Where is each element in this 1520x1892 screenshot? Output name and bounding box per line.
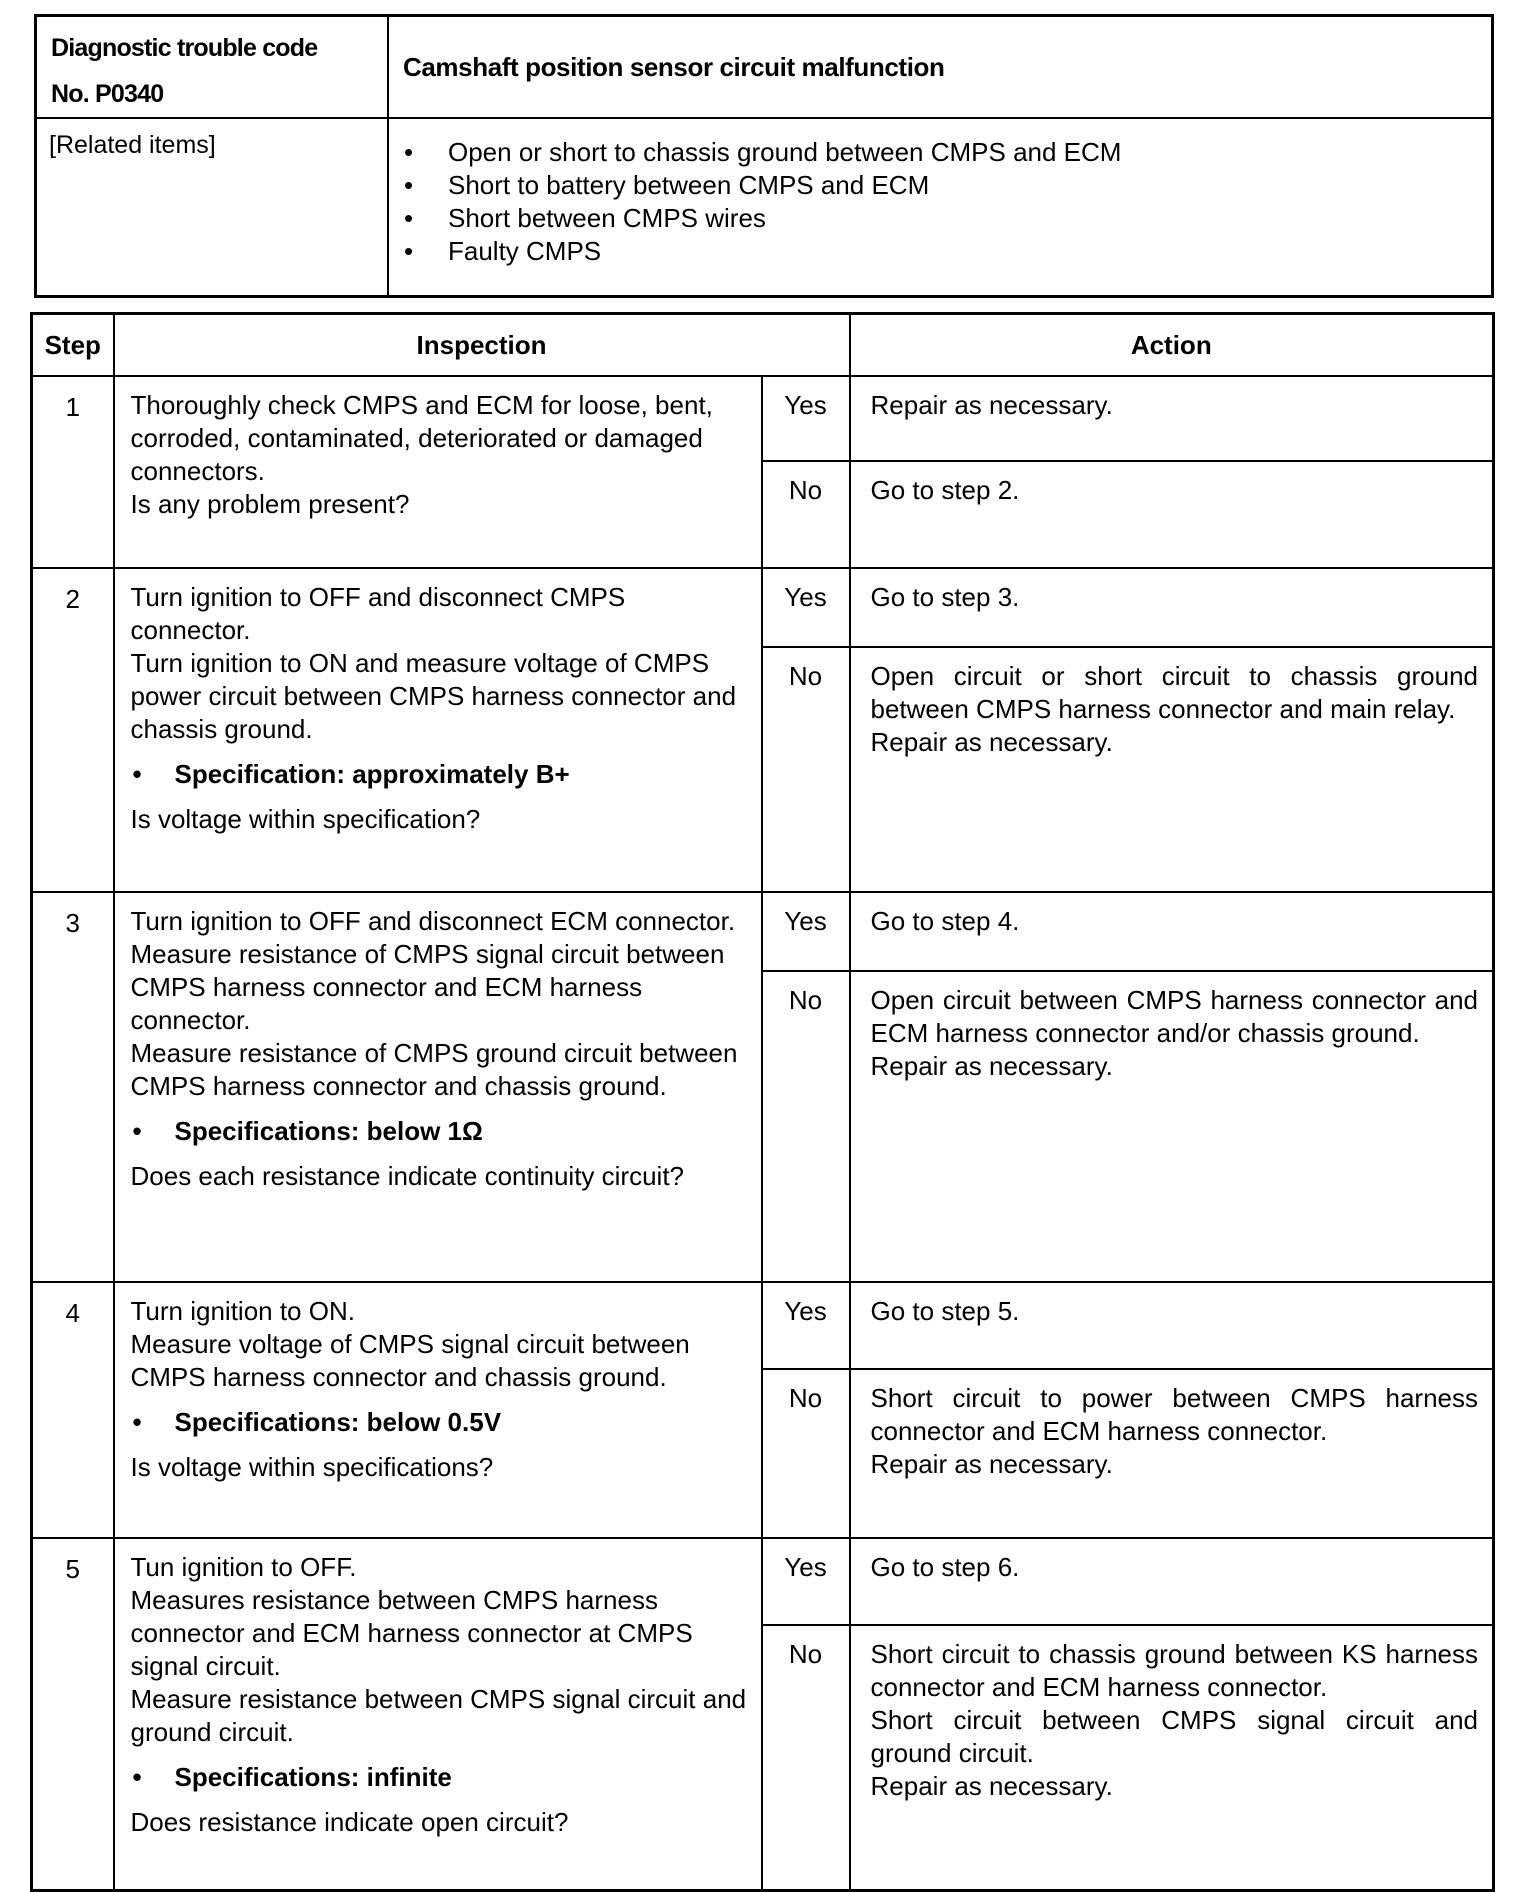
inspection-text: Turn ignition to OFF and disconnect ECM connector. xyxy=(130,906,736,936)
yes-label: Yes xyxy=(762,1538,850,1625)
related-items-list xyxy=(390,120,1490,268)
bullet-icon: • xyxy=(132,1116,142,1146)
action-text: Open circuit or short circuit to chassis ground between CMPS harness connector and main relay. xyxy=(870,661,1479,724)
inspection-specification xyxy=(131,758,747,791)
no-label: No xyxy=(762,971,850,1282)
action-text: Short circuit to power between CMPS harness connector and ECM harness connector. xyxy=(870,1383,1479,1446)
specification-text: Specifications: below 0.5V xyxy=(174,1407,502,1437)
step-number: 5 xyxy=(32,1538,114,1891)
no-label: No xyxy=(762,1369,850,1538)
specification-text: Specifications: infinite xyxy=(174,1762,452,1792)
action-text: Repair as necessary. xyxy=(870,1051,1113,1081)
yes-label: Yes xyxy=(762,568,850,647)
related-items-cell xyxy=(388,118,1493,297)
no-label: No xyxy=(762,461,850,568)
yes-action xyxy=(850,892,1494,971)
step-row xyxy=(32,1538,1494,1625)
no-label: No xyxy=(762,1625,850,1891)
bullet-icon: • xyxy=(132,1762,142,1792)
dtc-code-cell xyxy=(36,16,389,119)
dtc-code-number: No. P0340 xyxy=(51,80,164,108)
steps-header-row xyxy=(32,314,1494,377)
inspection-text: Measure resistance between CMPS signal circuit and ground circuit. xyxy=(130,1684,747,1747)
no-label: No xyxy=(762,647,850,892)
action-text: Repair as necessary. xyxy=(870,1449,1113,1479)
action-text: Open circuit between CMPS harness connector and ECM harness connector and/or chassis ground. xyxy=(870,985,1479,1048)
dtc-title: Camshaft position sensor circuit malfunction xyxy=(388,16,1493,119)
no-action xyxy=(850,461,1494,568)
inspection-text: Is any problem present? xyxy=(130,489,410,519)
related-item: • Open or short to chassis ground between CMPS and ECM xyxy=(402,136,1490,169)
action-text: Go to step 2. xyxy=(870,475,1020,505)
inspection-text: Tun ignition to OFF. xyxy=(130,1552,357,1582)
inspection-text: Thoroughly check CMPS and ECM for loose, bent, corroded, contaminated, deteriorated or damaged connectors. xyxy=(130,390,713,486)
dtc-code-label: Diagnostic trouble code xyxy=(51,34,318,62)
step-inspection xyxy=(114,1538,762,1891)
specification-text: Specification: approximately B+ xyxy=(174,759,570,789)
yes-action xyxy=(850,568,1494,647)
no-action xyxy=(850,1625,1494,1891)
step-number: 4 xyxy=(32,1282,114,1538)
related-item: • Short to battery between CMPS and ECM xyxy=(402,169,1490,202)
action-text: Go to step 5. xyxy=(870,1296,1020,1326)
step-row xyxy=(32,1282,1494,1369)
inspection-text: Measure resistance of CMPS ground circuit between CMPS harness connector and chassis ground. xyxy=(130,1038,738,1101)
step-inspection xyxy=(114,376,762,568)
step-number: 2 xyxy=(32,568,114,892)
action-text: Go to step 3. xyxy=(870,582,1020,612)
no-action xyxy=(850,971,1494,1282)
action-text: Short circuit to chassis ground between KS harness connector and ECM harness connector. xyxy=(870,1639,1479,1702)
steps-table xyxy=(30,312,1495,1892)
step-number: 1 xyxy=(32,376,114,568)
yes-label: Yes xyxy=(762,892,850,971)
related-item: • Short between CMPS wires xyxy=(402,202,1490,235)
no-action xyxy=(850,647,1494,892)
action-text: Go to step 4. xyxy=(870,906,1020,936)
step-inspection xyxy=(114,568,762,892)
action-text: Repair as necessary. xyxy=(870,1771,1113,1801)
inspection-text: Measure voltage of CMPS signal circuit between CMPS harness connector and chassis ground. xyxy=(130,1329,690,1392)
header-action: Action xyxy=(850,314,1494,377)
step-row xyxy=(32,568,1494,647)
inspection-specification xyxy=(131,1115,747,1148)
yes-label: Yes xyxy=(762,376,850,461)
inspection-text: Measures resistance between CMPS harness connector and ECM harness connector at CMPS signal circuit. xyxy=(130,1585,693,1681)
yes-action xyxy=(850,1538,1494,1625)
action-text: Repair as necessary. xyxy=(870,390,1113,420)
header-inspection: Inspection xyxy=(114,314,850,377)
inspection-text: Turn ignition to ON and measure voltage of CMPS power circuit between CMPS harness connector and chassis ground. xyxy=(130,648,737,744)
no-action xyxy=(850,1369,1494,1538)
inspection-specification xyxy=(131,1406,747,1439)
action-text: Repair as necessary. xyxy=(870,727,1113,757)
yes-label: Yes xyxy=(762,1282,850,1369)
inspection-question: Does resistance indicate open circuit? xyxy=(130,1807,569,1837)
step-inspection xyxy=(114,892,762,1282)
header-step: Step xyxy=(32,314,114,377)
specification-text: Specifications: below 1Ω xyxy=(174,1116,483,1146)
step-row xyxy=(32,376,1494,461)
inspection-specification xyxy=(131,1761,747,1794)
inspection-question: Does each resistance indicate continuity circuit? xyxy=(130,1161,685,1191)
related-item: • Faulty CMPS xyxy=(402,235,1490,268)
yes-action xyxy=(850,376,1494,461)
bullet-icon: • xyxy=(132,1407,142,1437)
inspection-text: Measure resistance of CMPS signal circuit between CMPS harness connector and ECM harness connector. xyxy=(130,939,725,1035)
step-row xyxy=(32,892,1494,971)
steps-body xyxy=(32,376,1494,1891)
step-inspection xyxy=(114,1282,762,1538)
inspection-question: Is voltage within specification? xyxy=(130,804,481,834)
inspection-question: Is voltage within specifications? xyxy=(130,1452,494,1482)
dtc-header-table xyxy=(34,14,1494,298)
bullet-icon: • xyxy=(132,759,142,789)
action-text: Short circuit between CMPS signal circuit and ground circuit. xyxy=(870,1705,1479,1768)
yes-action xyxy=(850,1282,1494,1369)
action-text: Go to step 6. xyxy=(870,1552,1020,1582)
inspection-text: Turn ignition to OFF and disconnect CMPS connector. xyxy=(130,582,626,645)
inspection-text: Turn ignition to ON. xyxy=(130,1296,355,1326)
step-number: 3 xyxy=(32,892,114,1282)
related-items-label: [Related items] xyxy=(36,118,389,297)
